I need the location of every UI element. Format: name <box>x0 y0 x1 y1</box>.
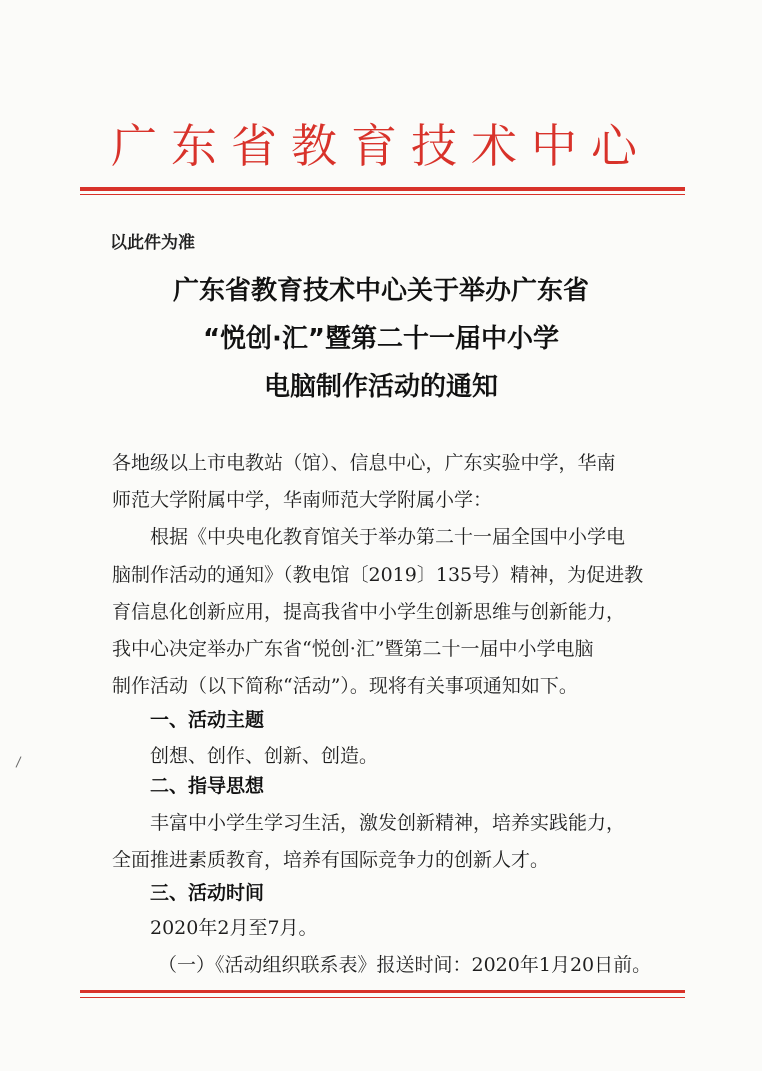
stamp-note: 以此件为准 <box>110 233 195 253</box>
letterhead-rule-thick <box>80 187 685 191</box>
paragraph1-line3: 育信息化创新应用，提高我省中小学生创新思维与创新能力， <box>112 601 626 623</box>
document-title-line2: “悦创·汇”暨第二十一届中小学 <box>202 324 560 354</box>
footer-rule-thick <box>80 990 685 993</box>
addressee-line2: 师范大学附属中学，华南师范大学附属小学： <box>112 489 493 511</box>
footer-rule-thin <box>80 997 685 998</box>
section1-heading: 一、活动主题 <box>150 709 265 731</box>
paragraph1-line1: 根据《中央电化教育馆关于举办第二十一届全国中小学电 <box>150 526 626 548</box>
section2-heading: 二、指导思想 <box>150 775 265 797</box>
section3-text: 2020年2月至7月。 <box>150 917 318 939</box>
paragraph1-line2: 脑制作活动的通知》（教电馆〔2019〕135号）精神，为促进教 <box>112 564 644 586</box>
margin-mark <box>16 756 22 767</box>
paragraph1-line4: 我中心决定举办广东省“悦创·汇”暨第二十一届中小学电脑 <box>112 638 594 660</box>
document-title-line1: 广东省教育技术中心关于举办广东省 <box>172 276 589 306</box>
section1-text: 创想、创作、创新、创造。 <box>150 745 379 767</box>
letterhead-rule-thin <box>80 194 685 195</box>
section2-line2: 全面推进素质教育，培养有国际竞争力的创新人才。 <box>112 849 550 871</box>
addressee-line1: 各地级以上市电教站（馆）、信息中心，广东实验中学，华南 <box>112 452 616 474</box>
section3-heading: 三、活动时间 <box>150 882 265 904</box>
letterhead-title: 广东省教育技术中心 <box>111 119 651 173</box>
document-title-line3: 电脑制作活动的通知 <box>263 372 498 402</box>
section2-line1: 丰富中小学生学习生活，激发创新精神，培养实践能力， <box>150 812 626 834</box>
paragraph1-line5: 制作活动（以下简称“活动”）。现将有关事项通知如下。 <box>112 675 578 697</box>
section3-sub1: （一）《活动组织联系表》报送时间：2020年1月20日前。 <box>158 954 652 976</box>
